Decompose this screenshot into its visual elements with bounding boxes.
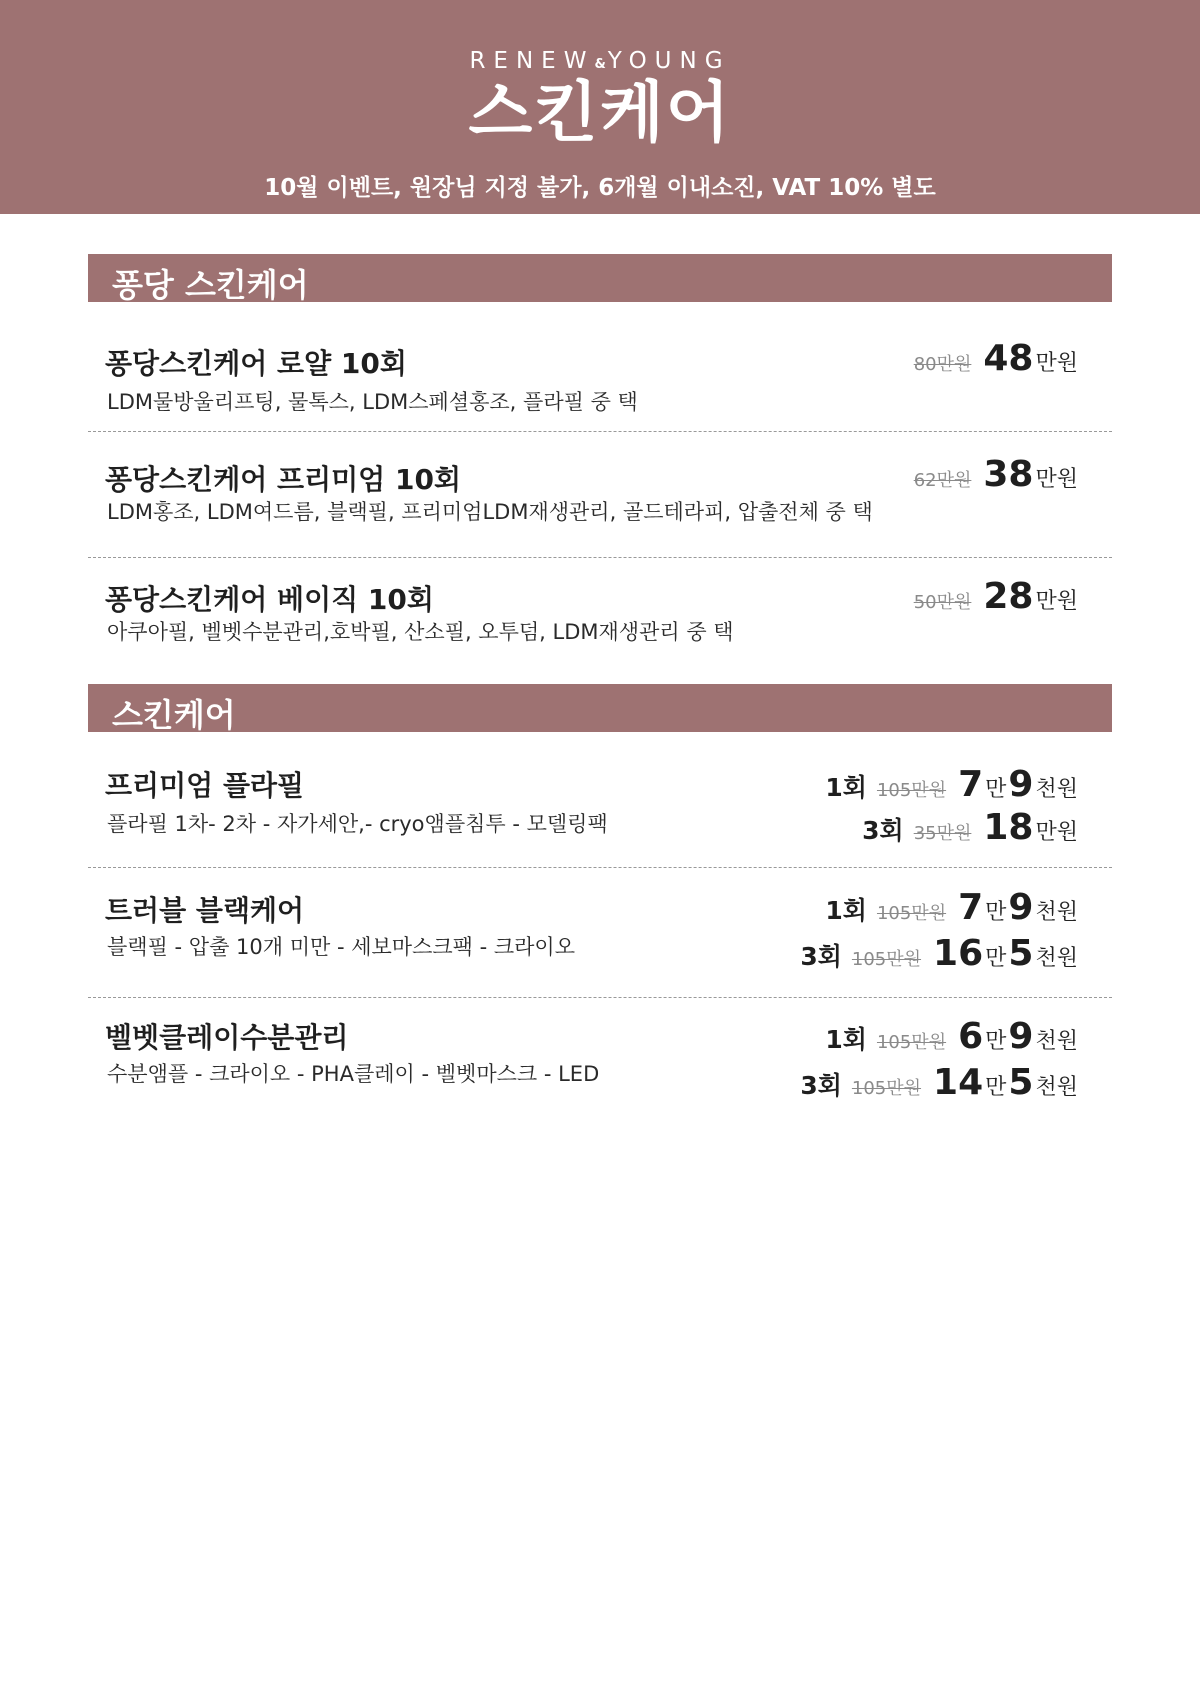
divider bbox=[88, 431, 1112, 432]
price-major-unit: 만원 bbox=[1035, 820, 1078, 845]
item-name: 퐁당스킨케어 로얄 10회 bbox=[105, 347, 407, 380]
price-major: 6 bbox=[958, 1016, 984, 1057]
original-price: 50만원 bbox=[913, 592, 972, 613]
brand-logo bbox=[0, 48, 1200, 74]
section-header-pongdang bbox=[88, 254, 1112, 302]
price-major: 14 bbox=[933, 1062, 984, 1103]
session-count: 3회 bbox=[800, 942, 842, 971]
item-name: 퐁당스킨케어 베이직 10회 bbox=[105, 583, 434, 616]
item-name: 퐁당스킨케어 프리미엄 10회 bbox=[105, 463, 461, 496]
price-row bbox=[914, 576, 1080, 620]
session-count: 1회 bbox=[825, 773, 867, 802]
price-minor: 9 bbox=[1008, 1016, 1034, 1057]
price-major: 16 bbox=[933, 933, 984, 974]
sale-price: 38 bbox=[983, 454, 1034, 495]
item-description: 플라필 1차- 2차 - 자가세안,- cryo앰플침투 - 모델링팩 bbox=[107, 812, 608, 836]
price-minor-unit: 천원 bbox=[1035, 946, 1078, 971]
price-minor: 5 bbox=[1008, 933, 1034, 974]
original-price: 80만원 bbox=[913, 354, 972, 375]
page-header bbox=[0, 0, 1200, 214]
price-row-3 bbox=[800, 1062, 1080, 1106]
page-title: 스킨케어 bbox=[468, 74, 732, 151]
price-row-1 bbox=[825, 887, 1080, 931]
price-minor-unit: 천원 bbox=[1035, 1075, 1078, 1100]
section-header-skincare bbox=[88, 684, 1112, 732]
price-major: 7 bbox=[958, 764, 984, 805]
price-major-unit: 만 bbox=[985, 1029, 1007, 1054]
item-name: 프리미엄 플라필 bbox=[105, 769, 305, 802]
price-minor: 9 bbox=[1008, 764, 1034, 805]
price-minor-unit: 천원 bbox=[1035, 777, 1078, 802]
item-description: LDM물방울리프팅, 물톡스, LDM스페셜홍조, 플라필 중 택 bbox=[107, 390, 638, 414]
original-price: 105만원 bbox=[876, 1032, 947, 1053]
divider bbox=[88, 997, 1112, 998]
item-name: 벨벳클레이수분관리 bbox=[105, 1021, 349, 1054]
item-description: 수분앰플 - 크라이오 - PHA클레이 - 벨벳마스크 - LED bbox=[107, 1062, 600, 1086]
item-description: 블랙필 - 압출 10개 미만 - 세보마스크팩 - 크라이오 bbox=[107, 935, 576, 959]
price-row-3 bbox=[800, 933, 1080, 977]
price-minor-unit: 천원 bbox=[1035, 1029, 1078, 1054]
price-major: 18 bbox=[983, 807, 1034, 848]
price-minor: 9 bbox=[1008, 887, 1034, 928]
session-count: 3회 bbox=[800, 1071, 842, 1100]
original-price: 105만원 bbox=[851, 1078, 922, 1099]
divider bbox=[88, 867, 1112, 868]
item-name: 트러블 블랙케어 bbox=[105, 894, 305, 927]
original-price: 105만원 bbox=[876, 903, 947, 924]
session-count: 1회 bbox=[825, 1025, 867, 1054]
original-price: 105만원 bbox=[876, 780, 947, 801]
price-major-unit: 만 bbox=[985, 900, 1007, 925]
price-major-unit: 만 bbox=[985, 777, 1007, 802]
price-unit: 만원 bbox=[1035, 589, 1078, 614]
price-row bbox=[914, 454, 1080, 498]
sale-price: 48 bbox=[983, 338, 1034, 379]
brand-left: RENEW bbox=[469, 48, 595, 74]
brand-amp: & bbox=[594, 57, 608, 72]
price-unit: 만원 bbox=[1035, 467, 1078, 492]
price-minor: 5 bbox=[1008, 1062, 1034, 1103]
section-title: 스킨케어 bbox=[112, 696, 236, 734]
sale-price: 28 bbox=[983, 576, 1034, 617]
price-major-unit: 만 bbox=[985, 946, 1007, 971]
original-price: 62만원 bbox=[913, 470, 972, 491]
item-description: 아쿠아필, 벨벳수분관리,호박필, 산소필, 오투덤, LDM재생관리 중 택 bbox=[107, 620, 734, 644]
price-row bbox=[914, 338, 1080, 382]
price-row-1 bbox=[825, 1016, 1080, 1060]
original-price: 35만원 bbox=[913, 823, 972, 844]
session-count: 1회 bbox=[825, 896, 867, 925]
brand-right: YOUNG bbox=[607, 48, 731, 74]
price-minor-unit: 천원 bbox=[1035, 900, 1078, 925]
price-major: 7 bbox=[958, 887, 984, 928]
session-count: 3회 bbox=[862, 816, 904, 845]
page-subtitle: 10월 이벤트, 원장님 지정 불가, 6개월 이내소진, VAT 10% 별도 bbox=[264, 175, 936, 201]
item-description: LDM홍조, LDM여드름, 블랙필, 프리미엄LDM재생관리, 골드테라피, 압출전체 중 택 bbox=[107, 500, 873, 524]
price-row-3 bbox=[862, 807, 1080, 851]
section-title: 퐁당 스킨케어 bbox=[112, 266, 309, 304]
price-unit: 만원 bbox=[1035, 351, 1078, 376]
divider bbox=[88, 557, 1112, 558]
original-price: 105만원 bbox=[851, 949, 922, 970]
price-row-1 bbox=[825, 764, 1080, 808]
price-major-unit: 만 bbox=[985, 1075, 1007, 1100]
